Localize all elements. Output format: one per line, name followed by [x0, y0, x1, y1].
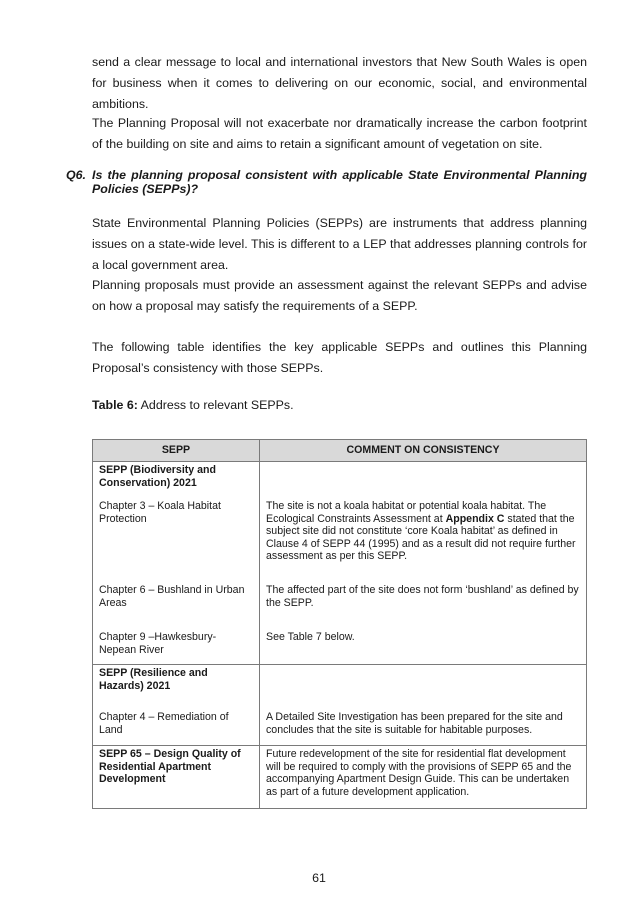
table-row [93, 711, 587, 746]
table-row [93, 665, 587, 712]
sepp-name: SEPP (Resilience and Hazards) 2021 [99, 667, 208, 692]
page-number: 61 [312, 871, 326, 885]
appendix-reference: Appendix C [445, 512, 505, 525]
comment-cell: The affected part of the site does not form ‘bushland’ as defined by the SEPP. [266, 584, 579, 609]
comment-text: The site is not a koala habitat or potential koala habitat. The Ecological Constraints Assessment at [266, 500, 547, 525]
comment-cell: A Detailed Site Investigation has been prepared for the site and concludes that the site is suitable for habitable purposes. [266, 711, 563, 736]
caption-text: Address to relevant SEPPs. [137, 398, 294, 412]
chapter-name: Chapter 4 – Remediation of Land [99, 711, 229, 736]
column-header-comment: COMMENT ON CONSISTENCY [260, 440, 587, 462]
comment-cell: See Table 7 below. [266, 631, 355, 643]
chapter-name: Chapter 3 – Koala Habitat Protection [99, 500, 221, 525]
chapter-name: Chapter 9 –Hawkesbury-Nepean River [99, 631, 217, 656]
table-row [93, 462, 587, 501]
question-number: Q6. [66, 168, 86, 182]
sepp-name: SEPP (Biodiversity and Conservation) 2021 [99, 464, 216, 489]
table-caption [92, 398, 294, 412]
table-header-row [93, 440, 587, 462]
comment-cell: Future redevelopment of the site for residential flat development will be required to comply with the provisions of SEPP 65 and the accompanying Apartment Design Guide. This can be undertaken as part of a future development application. [266, 748, 572, 798]
table-row [93, 746, 587, 809]
column-header-sepp: SEPP [93, 440, 260, 462]
body-paragraph: State Environmental Planning Policies (SEPPs) are instruments that address planning issues on a state-wide level. This is different to a LEP that addresses planning controls for a local government area. [92, 216, 587, 272]
table-row [93, 631, 587, 665]
comment-text: stated that the subject site did not constitute ‘core Koala habitat’ as defined in Clause 4 of SEPP 44 (1995) and as a result did not require further assessment as per this SEPP. [266, 512, 576, 563]
body-paragraph: The following table identifies the key applicable SEPPs and outlines this Planning Proposal’s consistency with those SEPPs. [92, 340, 587, 375]
sepp-name: SEPP 65 – Design Quality of Residential Apartment Development [99, 748, 241, 786]
caption-label: Table 6: [92, 398, 138, 412]
chapter-name: Chapter 6 – Bushland in Urban Areas [99, 584, 245, 609]
table-row [93, 584, 587, 631]
sepp-table [92, 439, 587, 809]
body-paragraph: send a clear message to local and international investors that New South Wales is open for business when it comes to delivering on our economic, social, and environmental ambitions. [92, 55, 587, 111]
table-row [93, 500, 587, 584]
comment-cell [260, 500, 586, 563]
body-paragraph: The Planning Proposal will not exacerbate nor dramatically increase the carbon footprint of the building on site and aims to retain a significant amount of vegetation on site. [92, 116, 587, 151]
question-heading: Is the planning proposal consistent with applicable State Environmental Planning Policies (SEPPs)? [92, 168, 587, 196]
body-paragraph: Planning proposals must provide an assessment against the relevant SEPPs and advise on how a proposal may satisfy the requirements of a SEPP. [92, 278, 587, 313]
